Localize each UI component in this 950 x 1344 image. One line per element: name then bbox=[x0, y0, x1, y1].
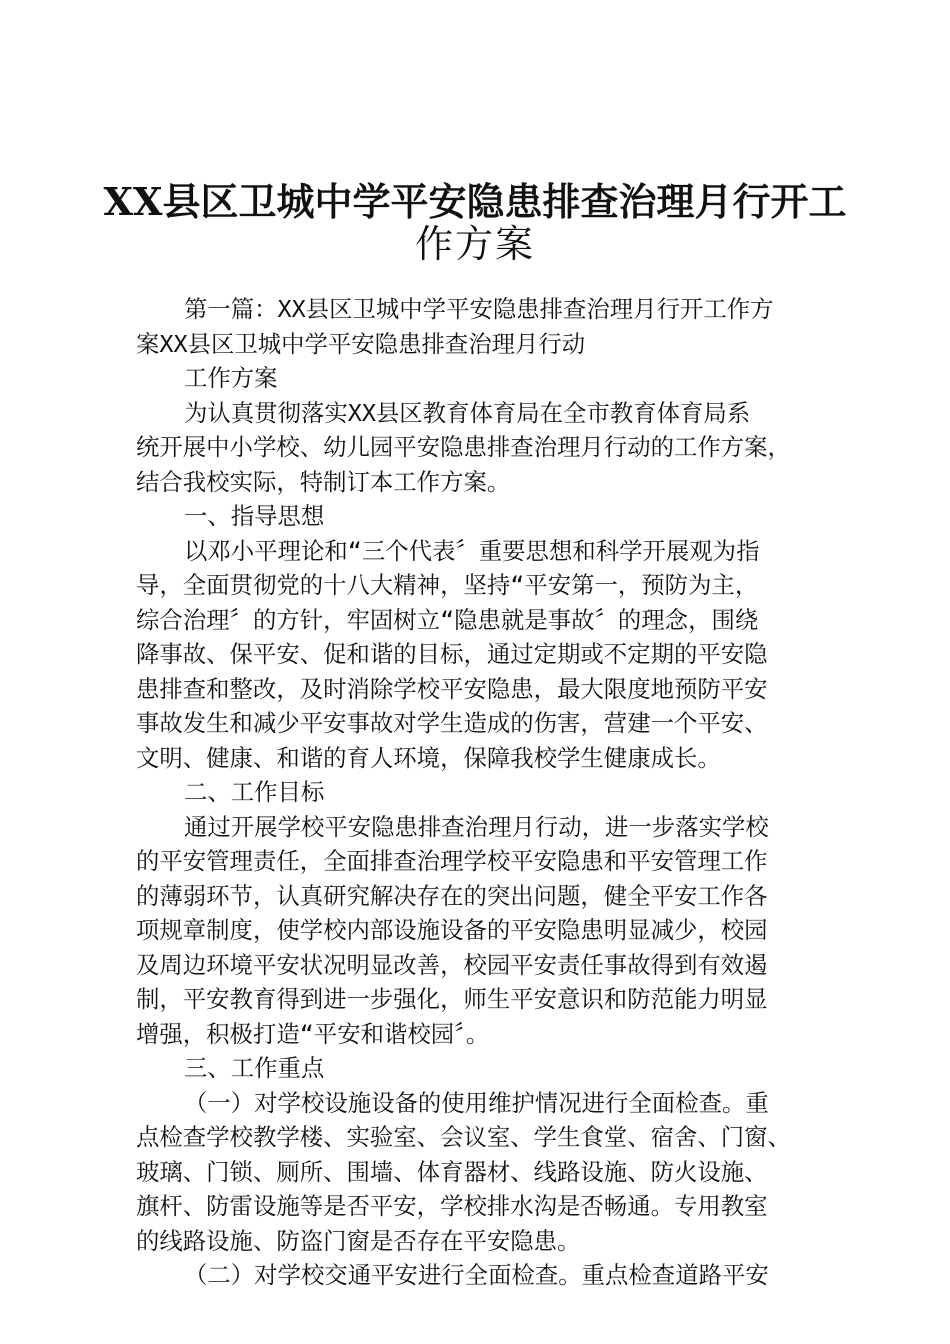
body-line: 事故发生和减少平安事故对学生造成的伤害，营建一个平安、 bbox=[136, 709, 768, 737]
body-line: 为认真贯彻落实XX县区教育体育局在全市教育体育局系 bbox=[184, 398, 751, 427]
body-line: 以邓小平理论和“三个代表〞重要思想和科学开展观为指 bbox=[184, 536, 760, 565]
body-line: 项规章制度，使学校内部设施设备的平安隐患明显减少，校园 bbox=[136, 916, 768, 944]
body-line: 增强，积极打造“平安和谐校园〞。 bbox=[136, 1019, 490, 1048]
body-line: 旗杆、防雷设施等是否平安，学校排水沟是否畅通。专用教室 bbox=[136, 1192, 768, 1220]
body-line: （二）对学校交通平安进行全面检查。重点检查道路平安 bbox=[184, 1261, 769, 1289]
section-heading: 二、工作目标 bbox=[184, 778, 325, 806]
body-line: 的薄弱环节，认真研究解决存在的突出问题，健全平安工作各 bbox=[136, 881, 768, 910]
body-line: 结合我校实际，特制订本工作方案。 bbox=[136, 467, 511, 496]
body-line: 玻璃、门锁、厕所、围墙、体育器材、线路设施、防火设施、 bbox=[136, 1157, 768, 1186]
body-line: 综合治理〞的方针，牢固树立“隐患就是事故〞的理念，围绕 bbox=[136, 605, 759, 634]
section-heading: 工作方案 bbox=[184, 364, 278, 392]
body-line: 患排查和整改，及时消除学校平安隐患，最大限度地预防平安 bbox=[136, 674, 768, 703]
body-line: 统开展中小学校、幼儿园平安隐患排查治理月行动的工作方案， bbox=[136, 433, 791, 461]
body-line: 的线路设施、防盗门窗是否存在平安隐患。 bbox=[136, 1226, 581, 1255]
section-heading: 三、工作重点 bbox=[184, 1054, 325, 1082]
section-heading: 一、指导思想 bbox=[184, 502, 325, 530]
body-line: 导，全面贯彻党的十八大精神，坚持“平安第一，预防为主， bbox=[136, 571, 759, 599]
body-line: 通过开展学校平安隐患排查治理月行动，进一步落实学校 bbox=[184, 812, 769, 841]
body-line: 制，平安教育得到进一步强化，师生平安意识和防范能力明显 bbox=[136, 985, 768, 1013]
body-line: 的平安管理责任，全面排查治理学校平安隐患和平安管理工作 bbox=[136, 847, 768, 875]
body-line: 文明、健康、和谐的育人环境，保障我校学生健康成长。 bbox=[136, 743, 721, 772]
body-line: 及周边环境平安状况明显改善，校园平安责任事故得到有效遏 bbox=[136, 950, 768, 979]
document-title-line-2: 作方案 bbox=[414, 222, 535, 266]
body-line: 点检查学校教学楼、实验室、会议室、学生食堂、宿舍、门窗、 bbox=[136, 1123, 791, 1151]
document-body bbox=[136, 292, 826, 1293]
body-line: 第一篇：XX县区卫城中学平安隐患排查治理月行开工作方 bbox=[184, 295, 774, 323]
body-line: 案XX县区卫城中学平安隐患排查治理月行动 bbox=[136, 329, 586, 358]
document-title-line-1: XX县区卫城中学平安隐患排查治理月行开工 bbox=[103, 179, 847, 224]
body-line: （一）对学校设施设备的使用维护情况进行全面检查。重 bbox=[184, 1088, 769, 1117]
body-line: 降事故、保平安、促和谐的目标，通过定期或不定期的平安隐 bbox=[136, 640, 768, 668]
